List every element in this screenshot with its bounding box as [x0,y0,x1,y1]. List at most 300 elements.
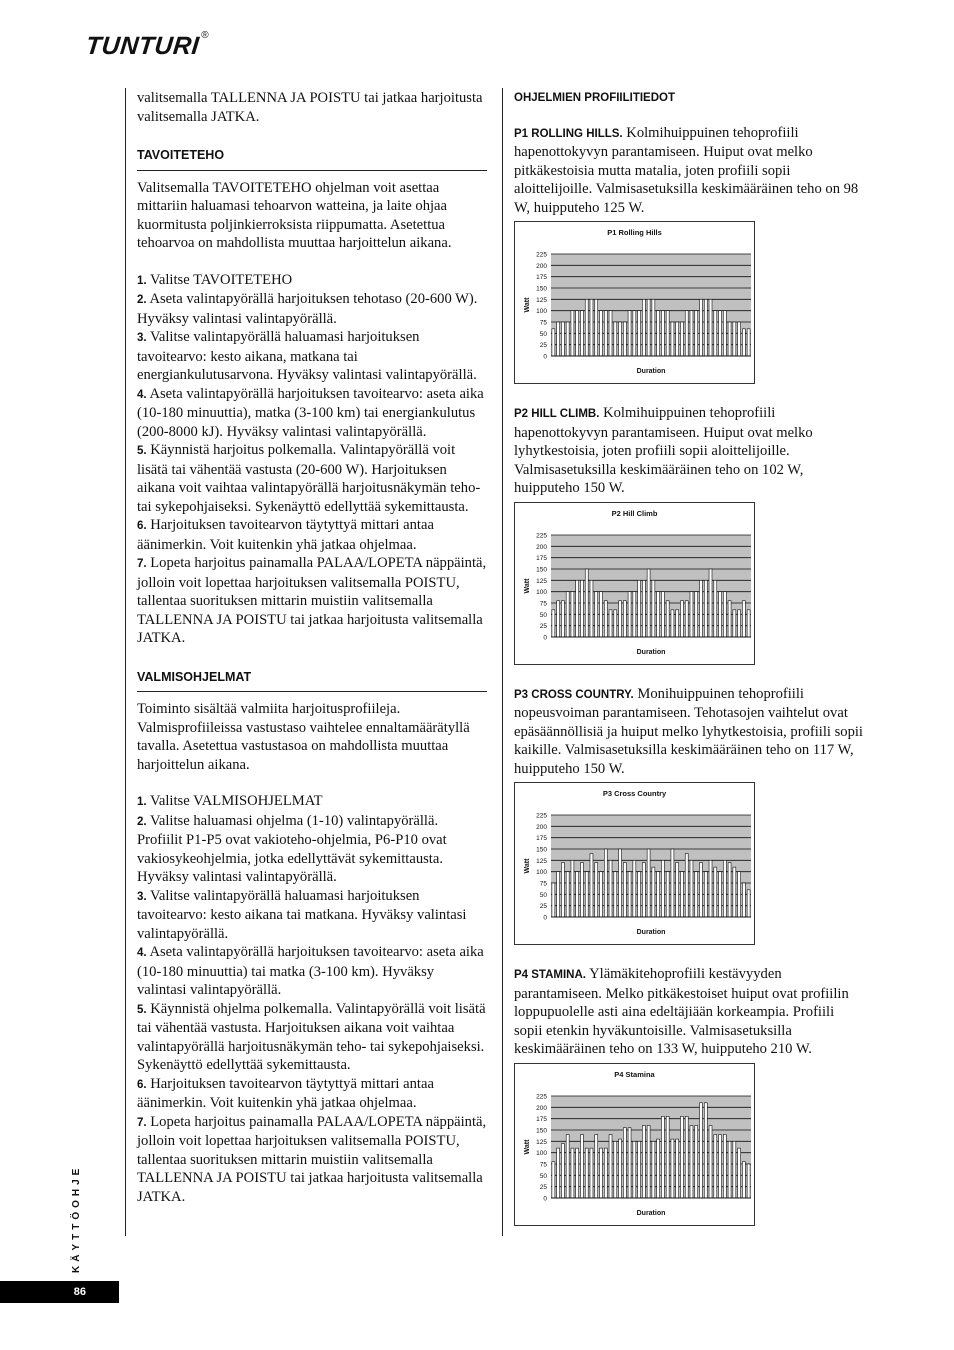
bar [723,1134,726,1197]
step-text: Harjoituksen tavoitearvon täytyttyä mittari antaa äänimerkin. Voit kuitenkin yhä jatkaa ohjelmaa. [137,517,434,553]
bar [604,600,607,636]
bar [680,872,683,917]
y-tick-label: 125 [536,1138,547,1146]
bar [723,860,726,917]
bar [714,311,717,356]
y-tick-label: 75 [539,880,547,888]
bar [557,1148,560,1198]
y-tick-label: 75 [539,319,547,327]
bar [633,1141,636,1198]
bar [738,1148,741,1198]
program-description-p3 [514,685,864,779]
bar [738,609,741,636]
program-text: Kolmihuippuinen tehoprofiili hapenottokyvyn parantamiseen. Huiput ovat melko pitkäkestoisia mutta matalia, joten profiili sopii aloittelijoille. Valmisasetuksilla keskimääräinen teho on 98 W, huipputeho 125 W. [514,124,859,216]
bar [676,609,679,636]
bar [723,591,726,636]
y-tick-label: 200 [536,823,547,831]
y-tick-label: 50 [539,1172,547,1180]
bar [638,311,641,356]
y-axis-label: Watt [524,578,531,593]
bar [690,860,693,917]
tunturi-logo [86,30,209,62]
bar [685,311,688,356]
right-column [514,89,864,1226]
bar [709,860,712,917]
y-tick-label: 225 [536,1093,547,1100]
bar [747,329,750,356]
y-tick-label: 0 [543,914,547,922]
step-number: 2. [137,294,147,306]
y-tick-label: 175 [536,274,547,282]
bar [652,580,655,637]
bar [747,1164,750,1198]
chart-p4 [514,1063,755,1226]
chart-title: P3 Cross Country [602,789,667,798]
bar [576,872,579,917]
bar [661,591,664,636]
program-description-p2 [514,404,864,498]
bar [590,1148,593,1198]
bar [728,322,731,356]
y-tick-label: 150 [536,846,547,854]
bar [723,311,726,356]
step-number: 1. [137,796,147,808]
bar [566,872,569,917]
y-tick-label: 150 [536,285,547,293]
y-tick-label: 175 [536,554,547,562]
y-tick-label: 25 [539,1183,547,1191]
x-axis-label: Duration [636,368,666,375]
step-number: 3. [137,332,147,344]
step-number: 5. [137,445,147,457]
step-number: 1. [137,274,147,287]
bar [661,860,664,917]
step-number: 6. [137,520,147,532]
y-axis-label: Watt [524,1139,531,1154]
left-column-rule [125,88,126,1236]
bar [647,299,650,356]
bar [614,1141,617,1198]
step-item [137,441,487,516]
step-text: Aseta valintapyörällä harjoituksen tavoitearvo: aseta aika (10-180 minuuttia) tai matka (3-100 km). Hyväksy valintasi valintapyörällä. [137,944,484,998]
bar [590,854,593,917]
section-paragraph: Toiminto sisältää valmiita harjoitusprofiileja. Valmisprofiileissa vastustaso vaihtelee ennaltamäärätyllä tavalla. Asetettua vastustasoa on mahdollista muuttaa harjoittelun aikana. [137,701,470,773]
bar [638,1141,641,1198]
bar [614,609,617,636]
chart-p4-svg [515,1064,754,1225]
section-paragraph: Valitsemalla TAVOITETEHO ohjelman voit asettaa mittariin haluamasi tehoarvon watteina, ja laite ohjaa kuormitusta poljinkierroksista riippumatta. Asetettua tehoarvoa on mahdollista muuttaa harjoittelun aikana. [137,179,452,251]
bar [595,1134,598,1197]
profiles-heading: OHJELMIEN PROFIILITIEDOT [514,92,676,104]
y-tick-label: 175 [536,1115,547,1123]
bar [571,591,574,636]
y-tick-label: 200 [536,1104,547,1112]
bar [623,863,626,917]
bar [561,322,564,356]
step-item [137,792,487,812]
bar [633,860,636,917]
page-number: 86 [0,1281,119,1303]
step-text: Käynnistä harjoitus polkemalla. Valintapyörällä voit lisätä tai vähentää vastusta (20-600 W). Harjoituksen aikana voit vaihtaa valintapyörällä harjoitusnäkymän teho- tai sykepohjaiseksi. Sykenäyttö edellyttää sykemittausta. [137,442,481,515]
bar [600,591,603,636]
bar [580,580,583,637]
step-item [137,385,487,442]
bar [561,600,564,636]
registered-mark: ® [201,30,209,41]
bar [647,569,650,637]
step-item [137,516,487,554]
y-axis-label: Watt [524,858,531,874]
y-tick-label: 100 [536,1149,547,1157]
y-tick-label: 150 [536,566,547,573]
bar [671,322,674,356]
program-lead: P4 STAMINA. [514,969,586,981]
bar [733,609,736,636]
program-lead: P1 ROLLING HILLS. [514,127,623,140]
bar [604,1148,607,1198]
step-number: 6. [137,1078,147,1091]
step-text: Lopeta harjoitus painamalla PALAA/LOPETA näppäintä, jolloin voit lopettaa harjoituksen valitsemalla POISTU, tallentaa suorituksen mittarin muistiin valitsemalla TALLENNA JA POISTU tai jatkaa harjoitusta valitsemalla JATKA. [137,555,487,646]
bar [680,1116,683,1198]
bar [685,854,688,917]
program-text: Ylämäkitehoprofiili kestävyyden parantamiseen. Melko pitkäkestoiset huiput ovat profiilin loppupuolelle asti aina edeltäjiään korkeampia. Profiili sopii etenkin hyväkuntoisille. Valmisasetuksilla keskimääräinen teho on 133 W, huipputeho 210 W. [514,966,849,1057]
bar [552,609,555,636]
y-tick-label: 25 [539,342,547,350]
step-number: 4. [137,947,147,959]
bar [738,872,741,917]
bar [685,1116,688,1198]
bar [728,863,731,917]
step-number: 7. [137,558,147,570]
chart-p1-svg [515,222,754,383]
bar [738,322,741,356]
bar [742,1161,745,1197]
step-item [137,271,487,291]
bar [690,1125,693,1198]
bar [566,322,569,356]
step-number: 3. [137,890,147,903]
bar [609,860,612,917]
bar [604,311,607,356]
bar [633,311,636,356]
y-tick-label: 175 [536,835,547,843]
y-tick-label: 200 [536,543,547,551]
bar [595,591,598,636]
bar [714,580,717,637]
bar [700,863,703,917]
y-tick-label: 0 [543,353,547,361]
y-tick-label: 50 [539,891,547,899]
bar [690,591,693,636]
bar [652,299,655,356]
bar [585,872,588,917]
bar [657,1139,660,1198]
bar [571,1148,574,1198]
bar [600,1148,603,1198]
program-text: Kolmihuippuinen tehoprofiili hapenottokyvyn parantamiseen. Huiput ovat melko lyhytkestoisia, joten profiili sopii aloittelijoille. Valmisasetuksilla keskimääräinen teho on 102 W, huipputeho 150 W. [514,405,813,496]
y-tick-label: 100 [536,588,547,596]
bar [690,311,693,356]
bar [557,872,560,917]
step-text: Valitse VALMISOHJELMAT [149,793,323,809]
bar [580,311,583,356]
bar [728,600,731,636]
bar [571,860,574,917]
section-heading-tavoiteteho: TAVOITETEHO [137,146,487,171]
step-number: 2. [137,815,147,828]
step-item [137,290,487,328]
program-lead: P3 CROSS COUNTRY. [514,688,634,701]
step-item [137,887,487,944]
bar [661,1116,664,1198]
bar [671,609,674,636]
bar [709,299,712,356]
bar [600,872,603,917]
bar [628,591,631,636]
bar [623,1127,626,1197]
step-text: Harjoituksen tavoitearvon täytyttyä mittari antaa äänimerkin. Voit kuitenkin yhä jatkaa ohjelmaa. [137,1075,434,1111]
y-tick-label: 125 [536,857,547,865]
bar [666,872,669,917]
bar [680,322,683,356]
bar [733,322,736,356]
bar [695,311,698,356]
bar [576,1148,579,1198]
step-number: 7. [137,1116,147,1129]
step-text: Aseta valintapyörällä harjoituksen tehotaso (20-600 W). Hyväksy valintasi valintapyörällä. [137,291,478,327]
bar [719,1134,722,1197]
bar [619,600,622,636]
bar [623,600,626,636]
bar [742,329,745,356]
program-description-p1 [514,124,864,218]
section-heading-valmisohjelmat: VALMISOHJELMAT [137,668,487,693]
bar [561,1143,564,1197]
bar [557,600,560,636]
bar [642,299,645,356]
step-number: 5. [137,1003,147,1016]
bar [704,580,707,637]
bar [671,849,674,917]
bar [580,1134,583,1197]
bar [614,322,617,356]
bar [747,890,750,917]
bar [595,299,598,356]
bar [561,863,564,917]
bar [585,569,588,637]
bar [628,872,631,917]
bar [652,1141,655,1198]
step-text: Valitse haluamasi ohjelma (1-10) valintapyörällä. Profiilit P1-P5 ovat vakioteho-ohjelmia, P6-P10 ovat vakiosykeohjelmia, jotka edellyttävät sykemittausta. Hyväksy valintasi valintapyörällä. [137,812,447,885]
bar [585,299,588,356]
bar [638,580,641,637]
y-tick-label: 75 [539,1161,547,1168]
step-item [137,1000,487,1075]
bar [709,1125,712,1198]
chart-title: P2 Hill Climb [611,508,658,518]
bar [614,872,617,917]
bar [719,311,722,356]
chart-p3-svg [515,783,754,944]
bar [666,600,669,636]
bar [704,299,707,356]
steps-list-tavoiteteho [137,271,487,648]
bar [704,1102,707,1197]
bar [576,311,579,356]
y-tick-label: 25 [539,903,547,911]
bar [595,863,598,917]
y-tick-label: 50 [539,330,547,338]
bar [666,311,669,356]
chart-p1 [514,221,755,384]
step-item [137,1113,487,1207]
bar [571,311,574,356]
bar [695,591,698,636]
y-tick-label: 150 [536,1127,547,1134]
bar [714,867,717,917]
bar [700,299,703,356]
step-number: 4. [137,388,147,401]
y-tick-label: 125 [536,296,547,304]
bar [604,849,607,917]
bar [676,863,679,917]
bar [580,863,583,917]
bar [600,311,603,356]
bar [714,1134,717,1197]
y-tick-label: 100 [536,308,547,316]
bar [695,1125,698,1198]
bar [642,1125,645,1198]
step-item [137,554,487,648]
bar [619,1139,622,1198]
bar [666,1116,669,1198]
bar [652,867,655,917]
left-column [137,89,487,1206]
y-tick-label: 25 [539,622,547,630]
bar [642,580,645,637]
bar [671,1139,674,1198]
y-tick-label: 75 [539,600,547,607]
step-item [137,943,487,1000]
bar [661,311,664,356]
bar [585,1148,588,1198]
bar [657,591,660,636]
bar [676,322,679,356]
bar [719,591,722,636]
bar [576,580,579,637]
y-tick-label: 100 [536,869,547,877]
step-text: Valitse TAVOITETEHO [149,271,293,288]
y-tick-label: 225 [536,532,547,539]
bar [628,311,631,356]
step-item [137,328,487,385]
bar [609,311,612,356]
step-text: Valitse valintapyörällä haluamasi harjoituksen tavoitearvo: kesto aikana, matkana tai energiankulutusarvona. Hyväksy valintasi valintapyörällä. [137,329,477,383]
chart-p2-svg [515,503,754,664]
bar [742,600,745,636]
chart-p3 [514,782,755,945]
side-label [62,1153,92,1273]
step-item [137,812,487,887]
y-tick-label: 125 [536,577,547,585]
bar [685,600,688,636]
y-tick-label: 50 [539,611,547,619]
step-item [137,1075,487,1113]
brand-name: TUNTURI [84,32,201,60]
bar [552,883,555,917]
bar [695,872,698,917]
y-tick-label: 200 [536,262,547,270]
bar [638,872,641,917]
y-axis-label: Watt [524,297,531,313]
step-text: Lopeta harjoitus painamalla PALAA/LOPETA näppäintä, jolloin voit lopettaa harjoituksen valitsemalla POISTU, tallentaa suorituksen mittarin muistiin valitsemalla TALLENNA JA POISTU tai jatkaa harjoitusta valitsemalla JATKA. [137,1113,487,1205]
chart-title: P4 Stamina [614,1069,655,1079]
x-axis-label: Duration [636,648,666,656]
middle-column-rule [502,88,503,1236]
bar [676,1139,679,1198]
step-text: Valitse valintapyörällä haluamasi harjoituksen tavoitearvo: kesto aikana tai matkana. Hyväksy valintasi valintapyörällä. [137,887,467,942]
bar [623,322,626,356]
bar [642,863,645,917]
bar [728,1141,731,1198]
bar [704,872,707,917]
y-tick-label: 0 [543,1195,547,1202]
bar [566,1134,569,1197]
bar [733,867,736,917]
bar [700,580,703,637]
side-label-text: KÄYTTÖOHJE [71,1164,82,1273]
bar [619,322,622,356]
bar [747,609,750,636]
bar [742,883,745,917]
bar [647,849,650,917]
bar [709,569,712,637]
x-axis-label: Duration [636,1209,666,1217]
y-tick-label: 225 [536,251,547,259]
bar [628,1127,631,1197]
bar [590,299,593,356]
bar [609,609,612,636]
bar [590,580,593,637]
y-tick-label: 225 [536,812,547,820]
bar [552,1161,555,1197]
chart-p2 [514,502,755,665]
bar [657,872,660,917]
chart-title: P1 Rolling Hills [607,228,662,237]
bar [619,849,622,917]
x-axis-label: Duration [636,929,666,936]
program-lead: P2 HILL CLIMB. [514,408,600,420]
bar [719,872,722,917]
bar [633,591,636,636]
bar [657,311,660,356]
y-tick-label: 0 [543,634,547,641]
step-text: Aseta valintapyörällä harjoituksen tavoitearvo: aseta aika (10-180 minuuttia), matka (3-100 km) tai energiankulutus (200-8000 kJ). Hyväksy valintasi valintapyörällä. [137,385,484,440]
bar [609,1134,612,1197]
bar [680,600,683,636]
bar [552,329,555,356]
bar [566,591,569,636]
program-text: Monihuippuinen tehoprofiili nopeusvoiman parantamiseen. Tehotasojen vaihtelut ovat epäsäännöllisiä ja huiput melko lyhytkestoisia, profiili sopii kaikille. Valmisasetuksilla keskimääräinen teho on 117 W, huipputeho 150 W. [514,685,863,777]
bar [700,1102,703,1197]
bar [647,1125,650,1198]
intro-paragraph: valitsemalla TALLENNA JA POISTU tai jatkaa harjoitusta valitsemalla JATKA. [137,90,483,125]
bar [733,1141,736,1198]
program-description-p4 [514,965,864,1059]
steps-list-valmisohjelmat [137,792,487,1206]
step-text: Käynnistä ohjelma polkemalla. Valintapyörällä voit lisätä tai vähentää vastusta. Harjoituksen aikana voit vaihtaa valintapyörällä harjoitusnäkymän teho- tai sykepohjaiseksi. Sykenäyttö edellyttää sykemittausta. [137,1000,486,1073]
bar [557,322,560,356]
